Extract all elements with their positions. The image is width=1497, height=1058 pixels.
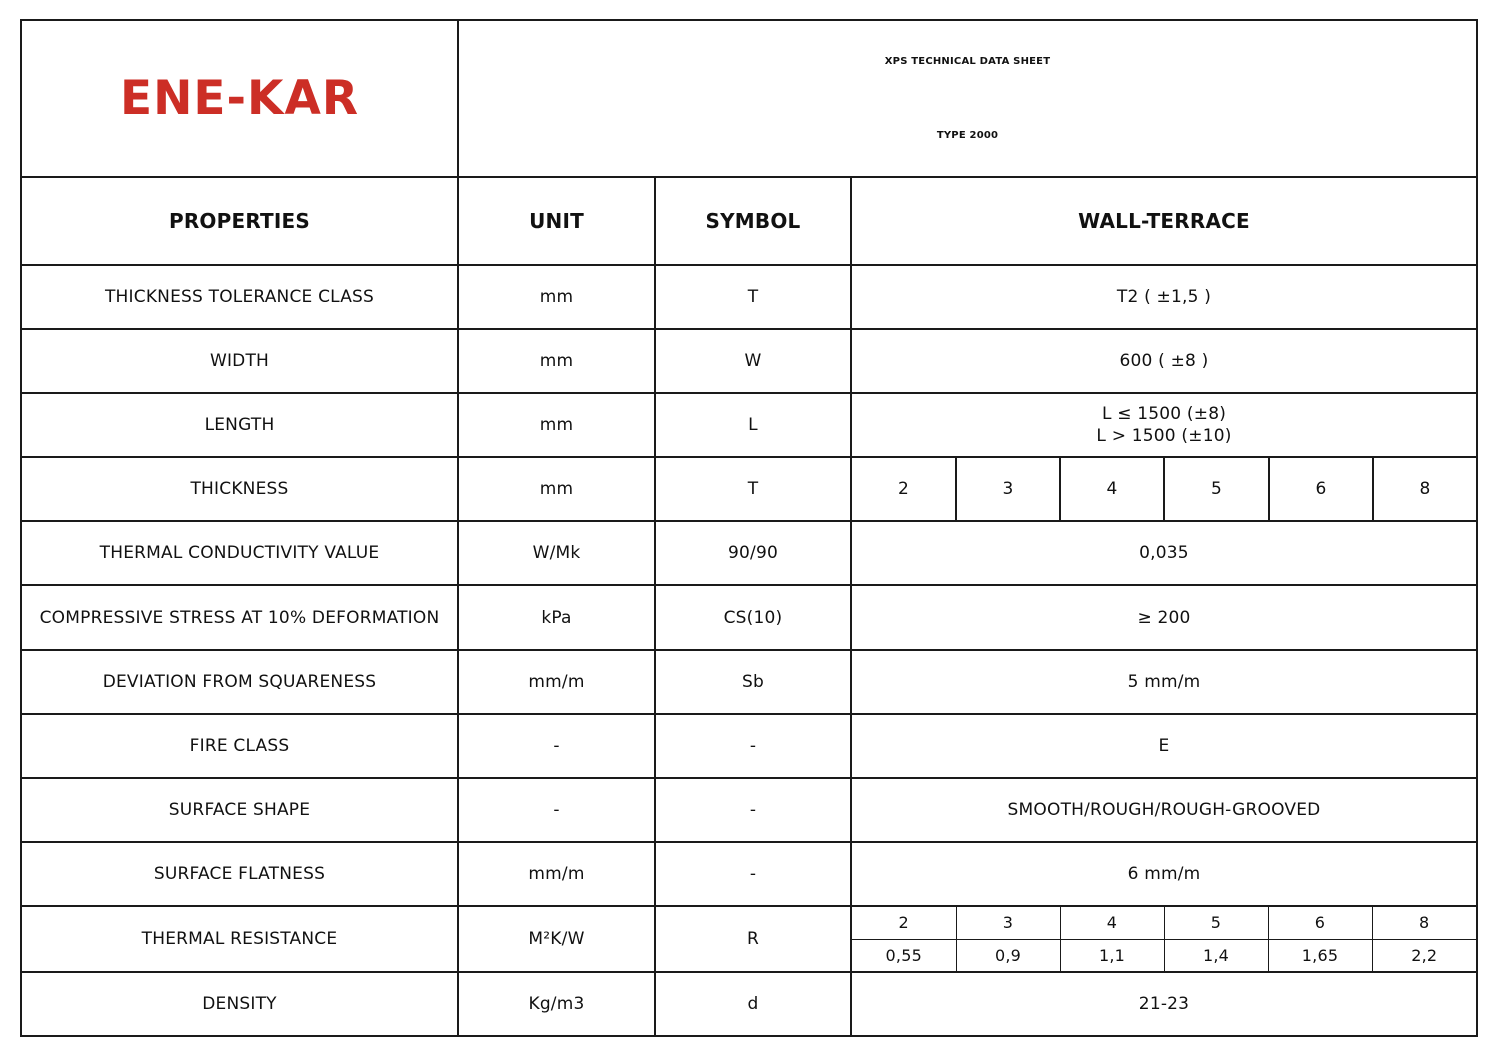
unit-value: - [458, 714, 655, 778]
thickness-value: 3 [956, 457, 1060, 521]
table-row [21, 457, 1477, 521]
property-label: THICKNESS [21, 457, 458, 521]
resistance-thickness: 5 [1164, 907, 1268, 939]
resistance-value: 0,55 [852, 939, 956, 971]
property-label: THERMAL CONDUCTIVITY VALUE [21, 521, 458, 585]
logo-cell [21, 20, 458, 177]
table-row [21, 842, 1477, 906]
symbol-value: L [655, 393, 851, 457]
table-row [21, 521, 1477, 585]
resistance-thickness: 3 [956, 907, 1060, 939]
symbol-value: R [655, 906, 851, 972]
thickness-value: 2 [851, 457, 956, 521]
unit-value: kPa [458, 585, 655, 650]
property-label: DEVIATION FROM SQUARENESS [21, 650, 458, 714]
property-value: 0,035 [851, 521, 1477, 585]
resistance-thickness: 6 [1268, 907, 1372, 939]
property-label: WIDTH [21, 329, 458, 393]
property-label: LENGTH [21, 393, 458, 457]
column-header-row [21, 177, 1477, 265]
thermal-resistance-grid [852, 907, 1476, 971]
resistance-value: 1,65 [1268, 939, 1372, 971]
table-row [21, 393, 1477, 457]
property-value [851, 393, 1477, 457]
unit-value: - [458, 778, 655, 842]
property-value: SMOOTH/ROUGH/ROUGH-GROOVED [851, 778, 1477, 842]
length-value-line-1: L ≤ 1500 (±8) [1101, 404, 1227, 424]
symbol-value: 90/90 [655, 521, 851, 585]
technical-table [20, 19, 1478, 1037]
property-value: T2 ( ±1,5 ) [851, 265, 1477, 329]
data-sheet [20, 19, 1478, 1037]
property-label: SURFACE FLATNESS [21, 842, 458, 906]
sheet-title: XPS TECHNICAL DATA SHEET [884, 56, 1051, 67]
symbol-value: W [655, 329, 851, 393]
unit-value: mm/m [458, 842, 655, 906]
table-row [21, 650, 1477, 714]
resistance-value: 0,9 [956, 939, 1060, 971]
table-row [21, 972, 1477, 1036]
symbol-value: - [655, 714, 851, 778]
property-value: 21-23 [851, 972, 1477, 1036]
symbol-value: - [655, 778, 851, 842]
property-value: ≥ 200 [851, 585, 1477, 650]
symbol-value: - [655, 842, 851, 906]
table-row [21, 329, 1477, 393]
col-wall-terrace: WALL-TERRACE [851, 177, 1477, 265]
col-symbol: SYMBOL [655, 177, 851, 265]
property-value: 5 mm/m [851, 650, 1477, 714]
resistance-value: 2,2 [1411, 945, 1438, 965]
thickness-value: 8 [1373, 457, 1477, 521]
logo: ENE-KAR [119, 71, 360, 126]
col-unit: UNIT [458, 177, 655, 265]
unit-value: mm [458, 265, 655, 329]
thickness-value: 5 [1164, 457, 1269, 521]
property-value: E [851, 714, 1477, 778]
resistance-thickness: 8 [1372, 907, 1476, 939]
resistance-thickness: 4 [1060, 907, 1164, 939]
property-label: SURFACE SHAPE [21, 778, 458, 842]
table-row [21, 265, 1477, 329]
table-row [21, 585, 1477, 650]
table-row [21, 778, 1477, 842]
unit-value: mm/m [458, 650, 655, 714]
resistance-value: 1,4 [1164, 939, 1268, 971]
resistance-value: 1,1 [1060, 939, 1164, 971]
property-value: 600 ( ±8 ) [851, 329, 1477, 393]
property-label: DENSITY [21, 972, 458, 1036]
col-properties: PROPERTIES [21, 177, 458, 265]
symbol-value: Sb [655, 650, 851, 714]
property-value: 6 mm/m [851, 842, 1477, 906]
sheet-type: TYPE 2000 [936, 130, 999, 141]
thickness-value: 4 [1060, 457, 1164, 521]
unit-value: mm [458, 329, 655, 393]
symbol-value: CS(10) [655, 585, 851, 650]
unit-value: W/Mk [458, 521, 655, 585]
unit-value: M²K/W [458, 906, 655, 972]
thickness-value: 6 [1269, 457, 1373, 521]
symbol-value: T [655, 265, 851, 329]
property-label: THERMAL RESISTANCE [21, 906, 458, 972]
property-label: COMPRESSIVE STRESS AT 10% DEFORMATION [21, 585, 458, 650]
property-label: THICKNESS TOLERANCE CLASS [21, 265, 458, 329]
header-row [21, 20, 1477, 177]
symbol-value: d [655, 972, 851, 1036]
resistance-thickness: 2 [852, 907, 956, 939]
table-row [21, 906, 1477, 972]
property-label: FIRE CLASS [21, 714, 458, 778]
unit-value: mm [458, 393, 655, 457]
table-row [21, 714, 1477, 778]
symbol-value: T [655, 457, 851, 521]
title-cell [458, 20, 1477, 177]
unit-value: Kg/m3 [458, 972, 655, 1036]
thermal-resistance-grid-cell [851, 906, 1477, 972]
length-value-line-2: L > 1500 (±10) [1096, 426, 1232, 446]
unit-value: mm [458, 457, 655, 521]
